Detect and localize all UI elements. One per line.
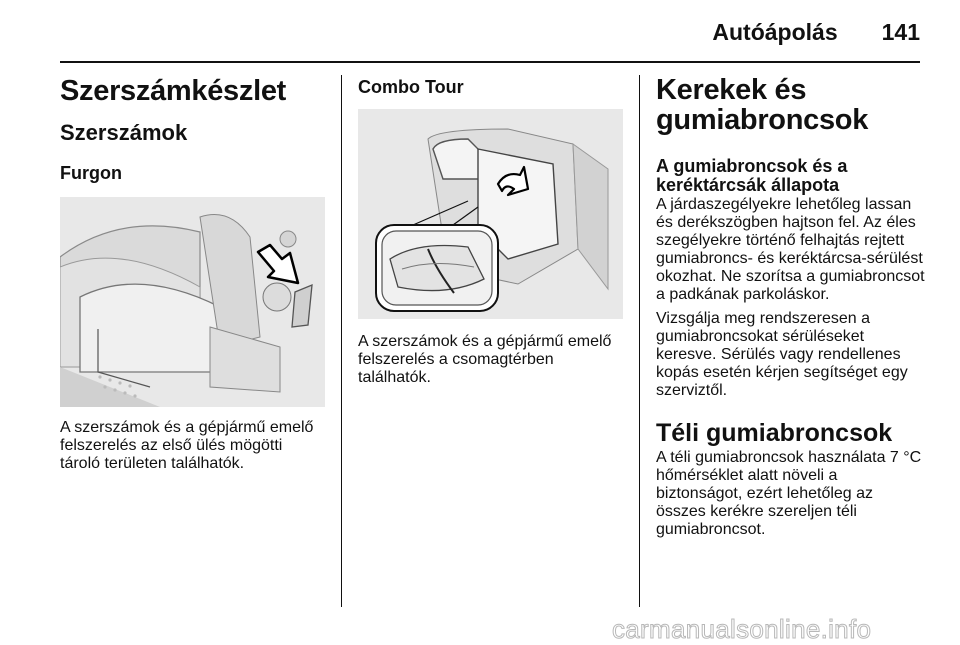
trunk-illustration bbox=[358, 109, 623, 319]
column-divider-left bbox=[341, 75, 342, 607]
column-divider-right bbox=[639, 75, 640, 607]
header-rule bbox=[60, 61, 920, 63]
figure-trunk-storage bbox=[358, 109, 623, 319]
figure-seat-storage bbox=[60, 197, 325, 407]
vehicle-label-combo-tour: Combo Tour bbox=[358, 77, 464, 97]
right-column bbox=[656, 75, 926, 539]
figure-caption-van: A szerszámok és a gépjármű emelő felszerelés az első ülés mögötti tároló területen találhatók. bbox=[60, 419, 314, 472]
section-heading-wheels-line1: Kerekek és bbox=[656, 74, 807, 106]
section-heading: Szerszámkészlet bbox=[60, 75, 287, 107]
topic-heading-winter-tyres: Téli gumiabroncsok bbox=[656, 419, 893, 447]
seat-illustration bbox=[60, 197, 325, 407]
vehicle-label-van: Furgon bbox=[60, 163, 122, 183]
section-title: Autóápolás bbox=[712, 18, 838, 45]
watermark-text: carmanualsonline.info bbox=[612, 614, 872, 644]
topic-heading-tyre-condition: A gumiabroncsok és a keréktárcsák állapota bbox=[656, 156, 848, 195]
page-header bbox=[712, 14, 920, 50]
figure-caption-combo-tour: A szerszámok és a gépjármű emelő felszerelés a csomagtérben találhatók. bbox=[358, 333, 612, 386]
page-number: 141 bbox=[881, 18, 920, 45]
paragraph-kerb-driving: A járdaszegélyekre lehetőleg lassan és derékszögben hajtson fel. Az éles szegélyekre történő felhajtás rejtett gumiabroncs- és keréktárcsa-sérülést okozhat. Ne szorítsa a gumiabroncsot a padkának parkoláskor. bbox=[656, 196, 925, 303]
section-heading-wheels-line2: gumiabroncsok bbox=[656, 104, 869, 136]
subsection-heading: Szerszámok bbox=[60, 120, 188, 145]
middle-column bbox=[358, 75, 623, 387]
left-column bbox=[60, 75, 325, 473]
paragraph-inspection: Vizsgálja meg rendszeresen a gumiabroncsokat sérüléseket keresve. Sérülés vagy rendellenes kopás esetén kérjen segítséget egy szerviztől. bbox=[656, 310, 908, 399]
paragraph-winter-tyres: A téli gumiabroncsok használata 7 °C hőmérséklet alatt növeli a biztonságot, ezért lehetőleg az összes kerékre szereljen téli gumiabroncsot. bbox=[656, 449, 922, 538]
